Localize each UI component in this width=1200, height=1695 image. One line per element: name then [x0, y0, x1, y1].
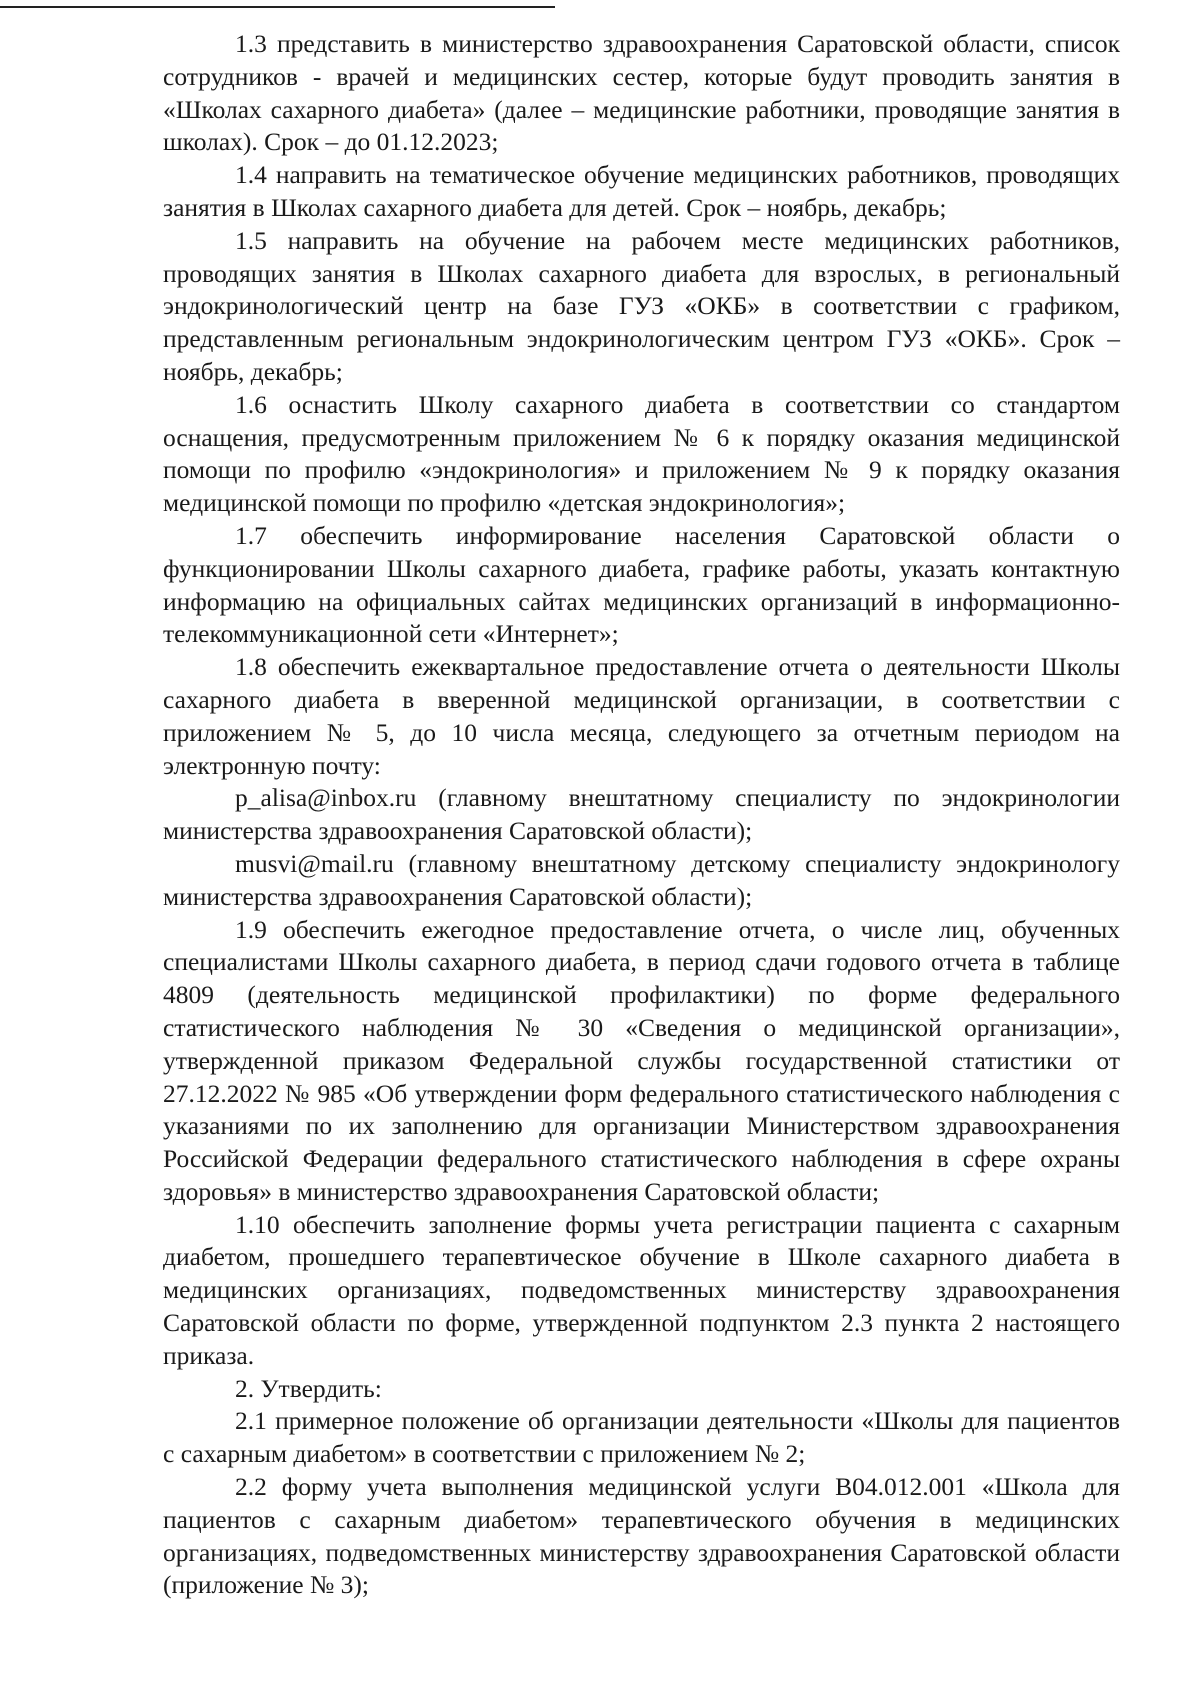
clause-1-9: 1.9 обеспечить ежегодное предоставление отчета, о числе лиц, обученных специалистами Школы сахарного диабета, в период сдачи годового отчета в таблице 4809 (деятельность медицинской профилактики) по форме федерального статистического наблюдения № 30 «Сведения о медицинской организации», утвержденной приказом Федеральной службы государственной статистики от 27.12.2022 № 985 «Об утверждении форм федерального статистического наблюдения с указаниями по их заполнению для организации Министерством здравоохранения Российской Федерации федерального статистического наблюдения в сфере охраны здоровья» в министерство здравоохранения Саратовской области; — [163, 914, 1120, 1206]
clause-1-8: 1.8 обеспечить ежеквартальное предоставление отчета о деятельности Школы сахарного диабета в вверенной медицинской организации, в соответствии с приложением № 5, до 10 числа месяца, следующего за отчетным периодом на электронную почту: — [163, 652, 1120, 780]
clause-1-7: 1.7 обеспечить информирование населения Саратовской области о функционировании Школы сахарного диабета, графике работы, указать контактную информацию на официальных сайтах медицинских организаций в информационно-телекоммуникационной сети «Интернет»; — [163, 520, 1120, 649]
clause-2-1: 2.1 примерное положение об организации деятельности «Школы для пациентов с сахарным диабетом» в соответствии с приложением № 2; — [163, 1406, 1120, 1469]
clause-1-3: 1.3 представить в министерство здравоохранения Саратовской области, список сотрудников - врачей и медицинских сестер, которые будут проводить занятия в «Школах сахарного диабета» (далее – медицинские работники, проводящие занятия в школах). Срок – до 01.12.2023; — [163, 29, 1120, 157]
header-rule — [0, 6, 555, 8]
email-recipient-adult: p_alisa@inbox.ru (главному внештатному специалисту по эндокринологии министерства здравоохранения Саратовской области); — [163, 783, 1120, 846]
clause-1-5: 1.5 направить на обучение на рабочем месте медицинских работников, проводящих занятия в Школах сахарного диабета для взрослых, в региональный эндокринологический центр на базе ГУЗ «ОКБ» в соответствии с графиком, представленным региональным эндокринологическим центром ГУЗ «ОКБ». Срок – ноябрь, декабрь; — [163, 225, 1120, 386]
clause-2-2: 2.2 форму учета выполнения медицинской услуги В04.012.001 «Школа для пациентов с сахарным диабетом» терапевтического обучения в медицинских организациях, подведомственных министерству здравоохранения Саратовской области (приложение № 3); — [163, 1472, 1120, 1600]
clause-1-6: 1.6 оснастить Школу сахарного диабета в соответствии со стандартом оснащения, предусмотренным приложением № 6 к порядку оказания медицинской помощи по профилю «эндокринология» и приложением № 9 к порядку оказания медицинской помощи по профилю «детская эндокринология»; — [163, 389, 1120, 518]
email-recipient-child: musvi@mail.ru (главному внештатному детскому специалисту эндокринологу министерства здравоохранения Саратовской области); — [163, 848, 1120, 911]
clause-2-heading: 2. Утвердить: — [235, 1373, 382, 1403]
clause-1-4: 1.4 направить на тематическое обучение медицинских работников, проводящих занятия в Школах сахарного диабета для детей. Срок – ноябрь, декабрь; — [163, 160, 1120, 222]
document-body — [163, 28, 1120, 1602]
clause-1-10: 1.10 обеспечить заполнение формы учета регистрации пациента с сахарным диабетом, прошедшего терапевтическое обучение в Школе сахарного диабета в медицинских организациях, подведомственных министерству здравоохранения Саратовской области по форме, утвержденной подпунктом 2.3 пункта 2 настоящего приказа. — [163, 1209, 1120, 1370]
